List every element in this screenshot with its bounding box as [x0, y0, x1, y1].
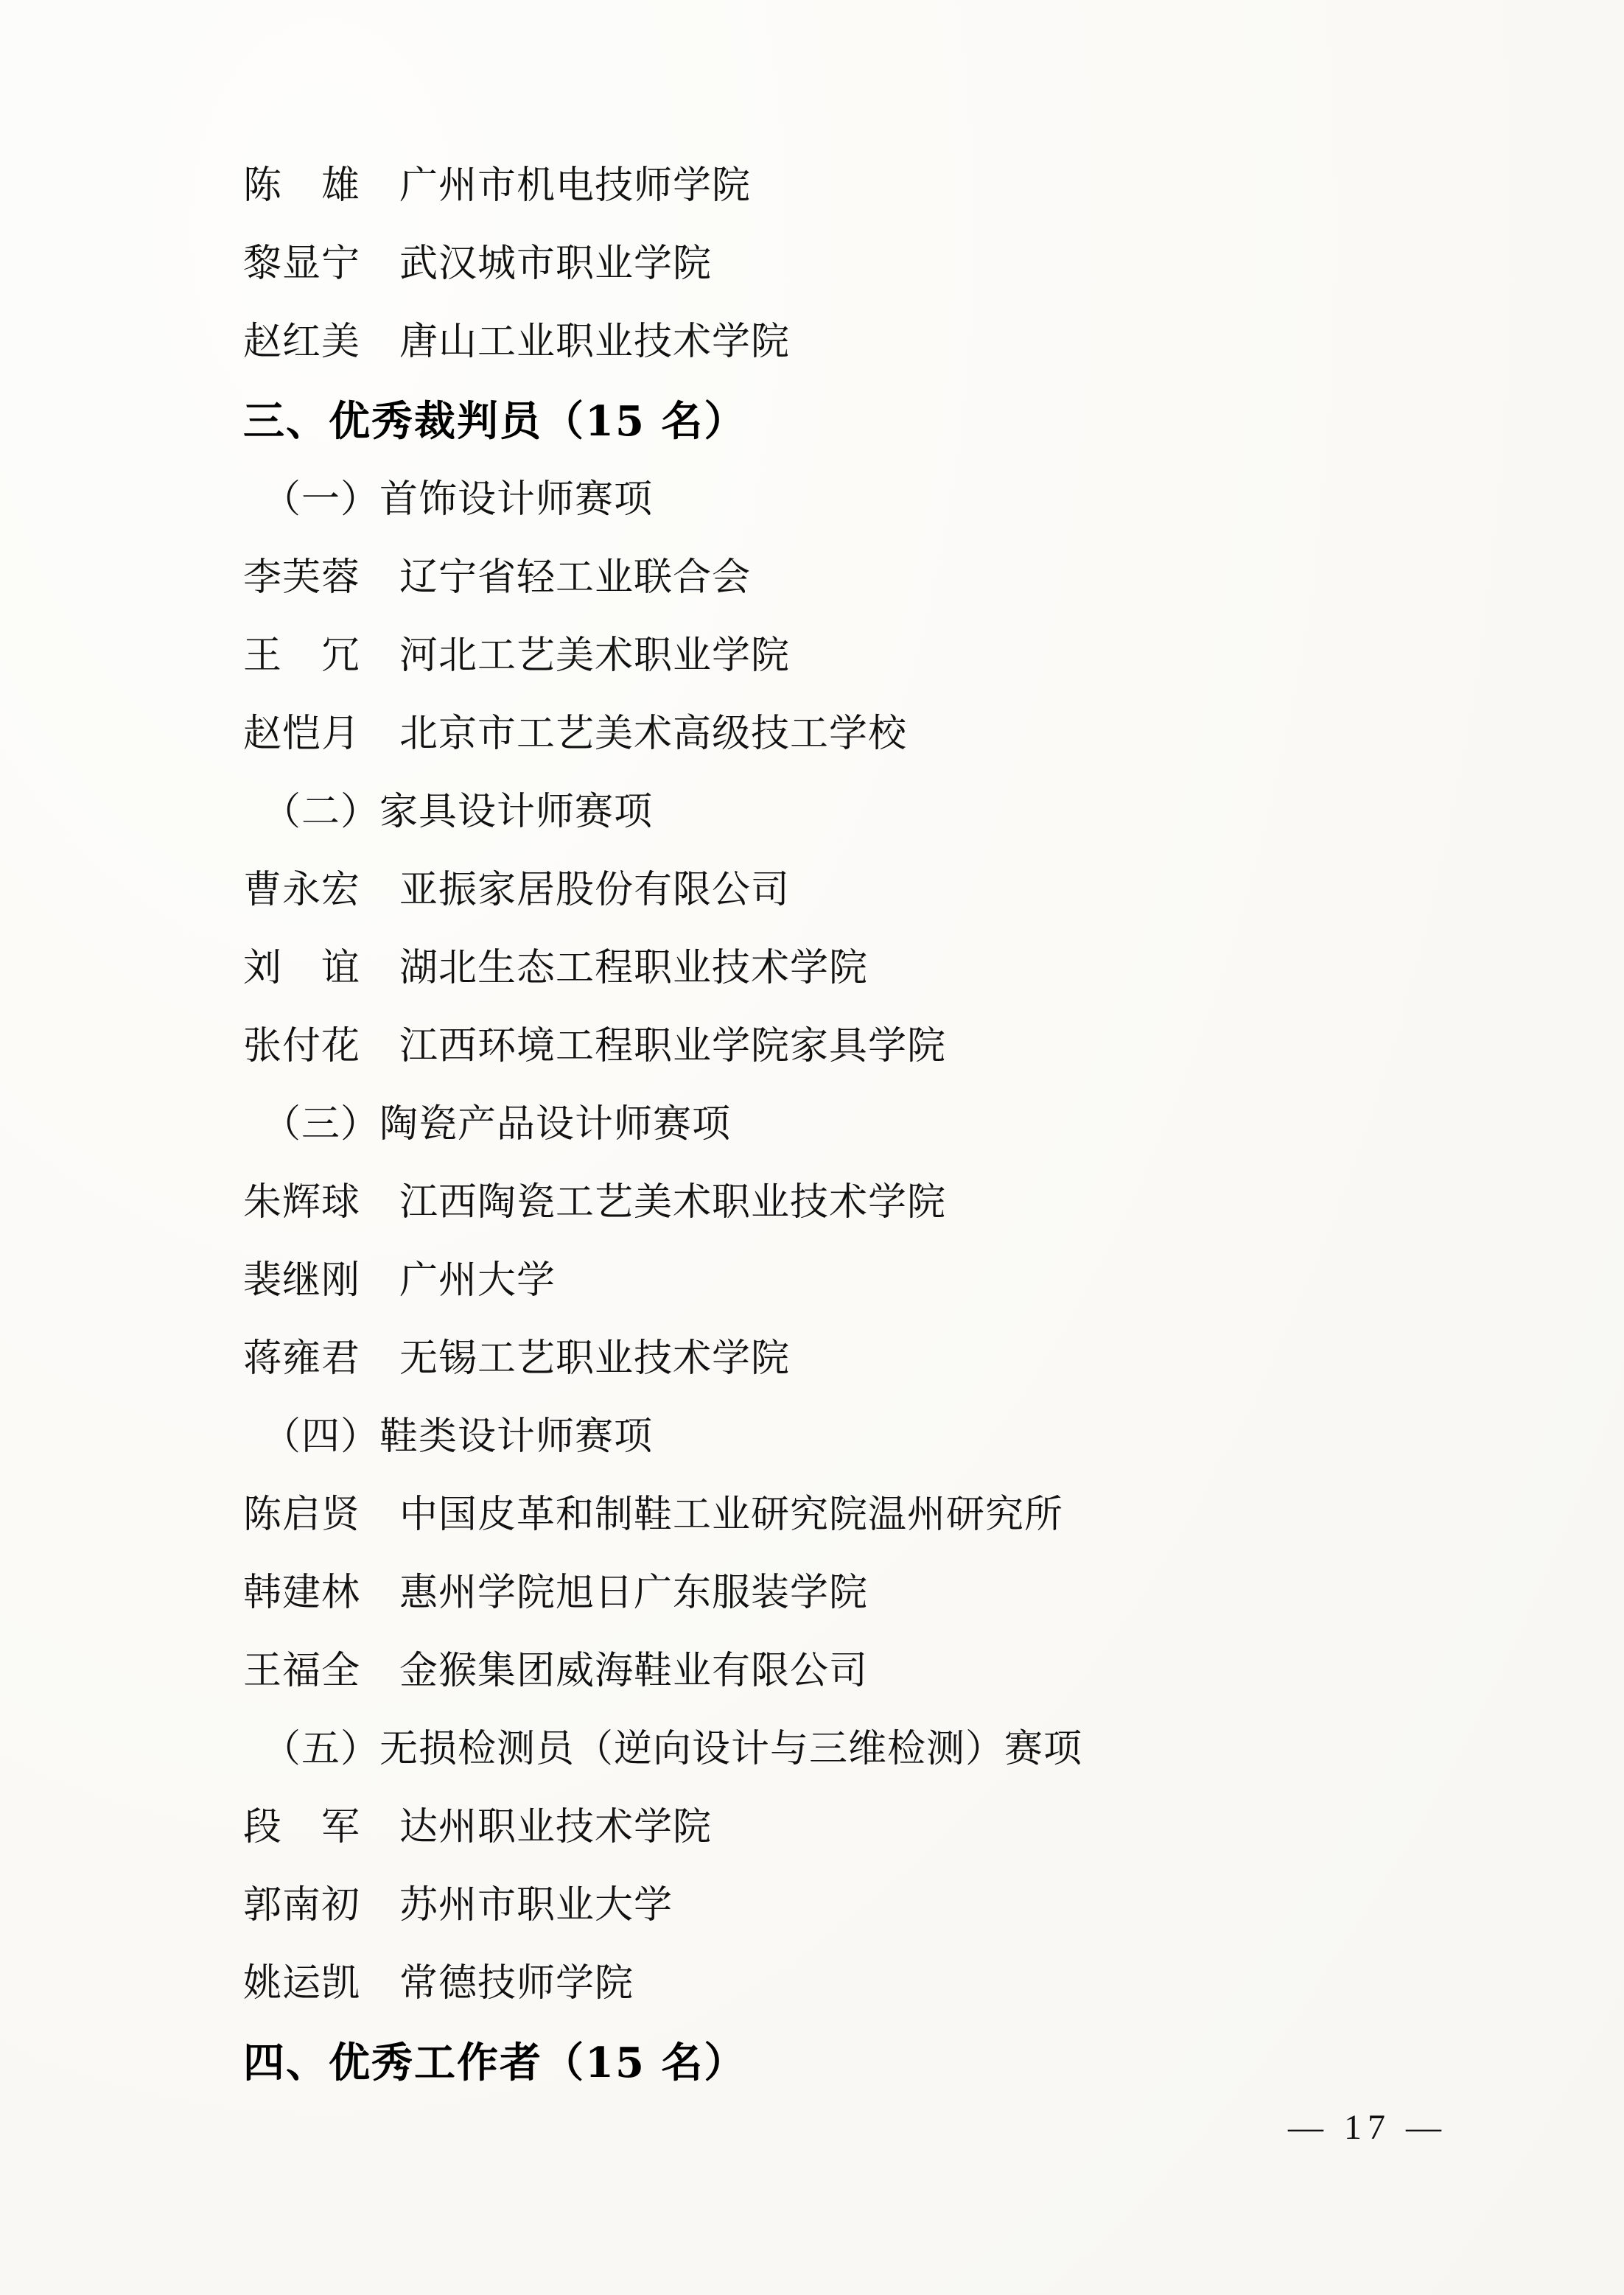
subsection-heading: （三）陶瓷产品设计师赛项	[262, 1104, 732, 1146]
subsection-heading: （一）首饰设计师赛项	[262, 479, 654, 521]
award-entry: 陈启贤 中国皮革和制鞋工业研究院温州研究所	[243, 1494, 1064, 1536]
section-heading: 四、优秀工作者（15 名）	[243, 2039, 747, 2087]
award-entry: 黎显宁 武汉城市职业学院	[243, 243, 713, 285]
award-entry: 王 冗 河北工艺美术职业学院	[243, 635, 791, 677]
award-entry: 陈 雄 广州市机电技师学院	[243, 165, 752, 207]
subsection-heading: （五）无损检测员（逆向设计与三维检测）赛项	[262, 1728, 1083, 1770]
award-entry: 曹永宏 亚振家居股份有限公司	[243, 869, 791, 911]
subsection-heading: （二）家具设计师赛项	[262, 791, 654, 833]
award-entry: 郭南初 苏州市职业大学	[243, 1885, 673, 1927]
document-body	[243, 147, 1452, 2103]
award-entry: 赵恺月 北京市工艺美术高级技工学校	[243, 713, 908, 755]
award-entry: 赵红美 唐山工业职业技术学院	[243, 321, 791, 363]
award-entry: 李芙蓉 辽宁省轻工业联合会	[243, 557, 752, 599]
award-entry: 刘 谊 湖北生态工程职业技术学院	[243, 947, 869, 989]
award-entry: 蒋雍君 无锡工艺职业技术学院	[243, 1338, 791, 1380]
award-entry: 裴继刚 广州大学	[243, 1260, 556, 1302]
page-number: — 17 —	[1288, 2108, 1447, 2147]
award-entry: 姚运凯 常德技师学院	[243, 1963, 634, 2005]
subsection-heading: （四）鞋类设计师赛项	[262, 1416, 654, 1458]
award-entry: 张付花 江西环境工程职业学院家具学院	[243, 1026, 947, 1068]
award-entry: 朱辉球 江西陶瓷工艺美术职业技术学院	[243, 1182, 947, 1224]
section-heading: 三、优秀裁判员（15 名）	[243, 397, 747, 446]
award-entry: 韩建林 惠州学院旭日广东服装学院	[243, 1572, 869, 1614]
award-entry: 段 军 达州职业技术学院	[243, 1807, 713, 1849]
award-entry: 王福全 金猴集团威海鞋业有限公司	[243, 1650, 869, 1692]
